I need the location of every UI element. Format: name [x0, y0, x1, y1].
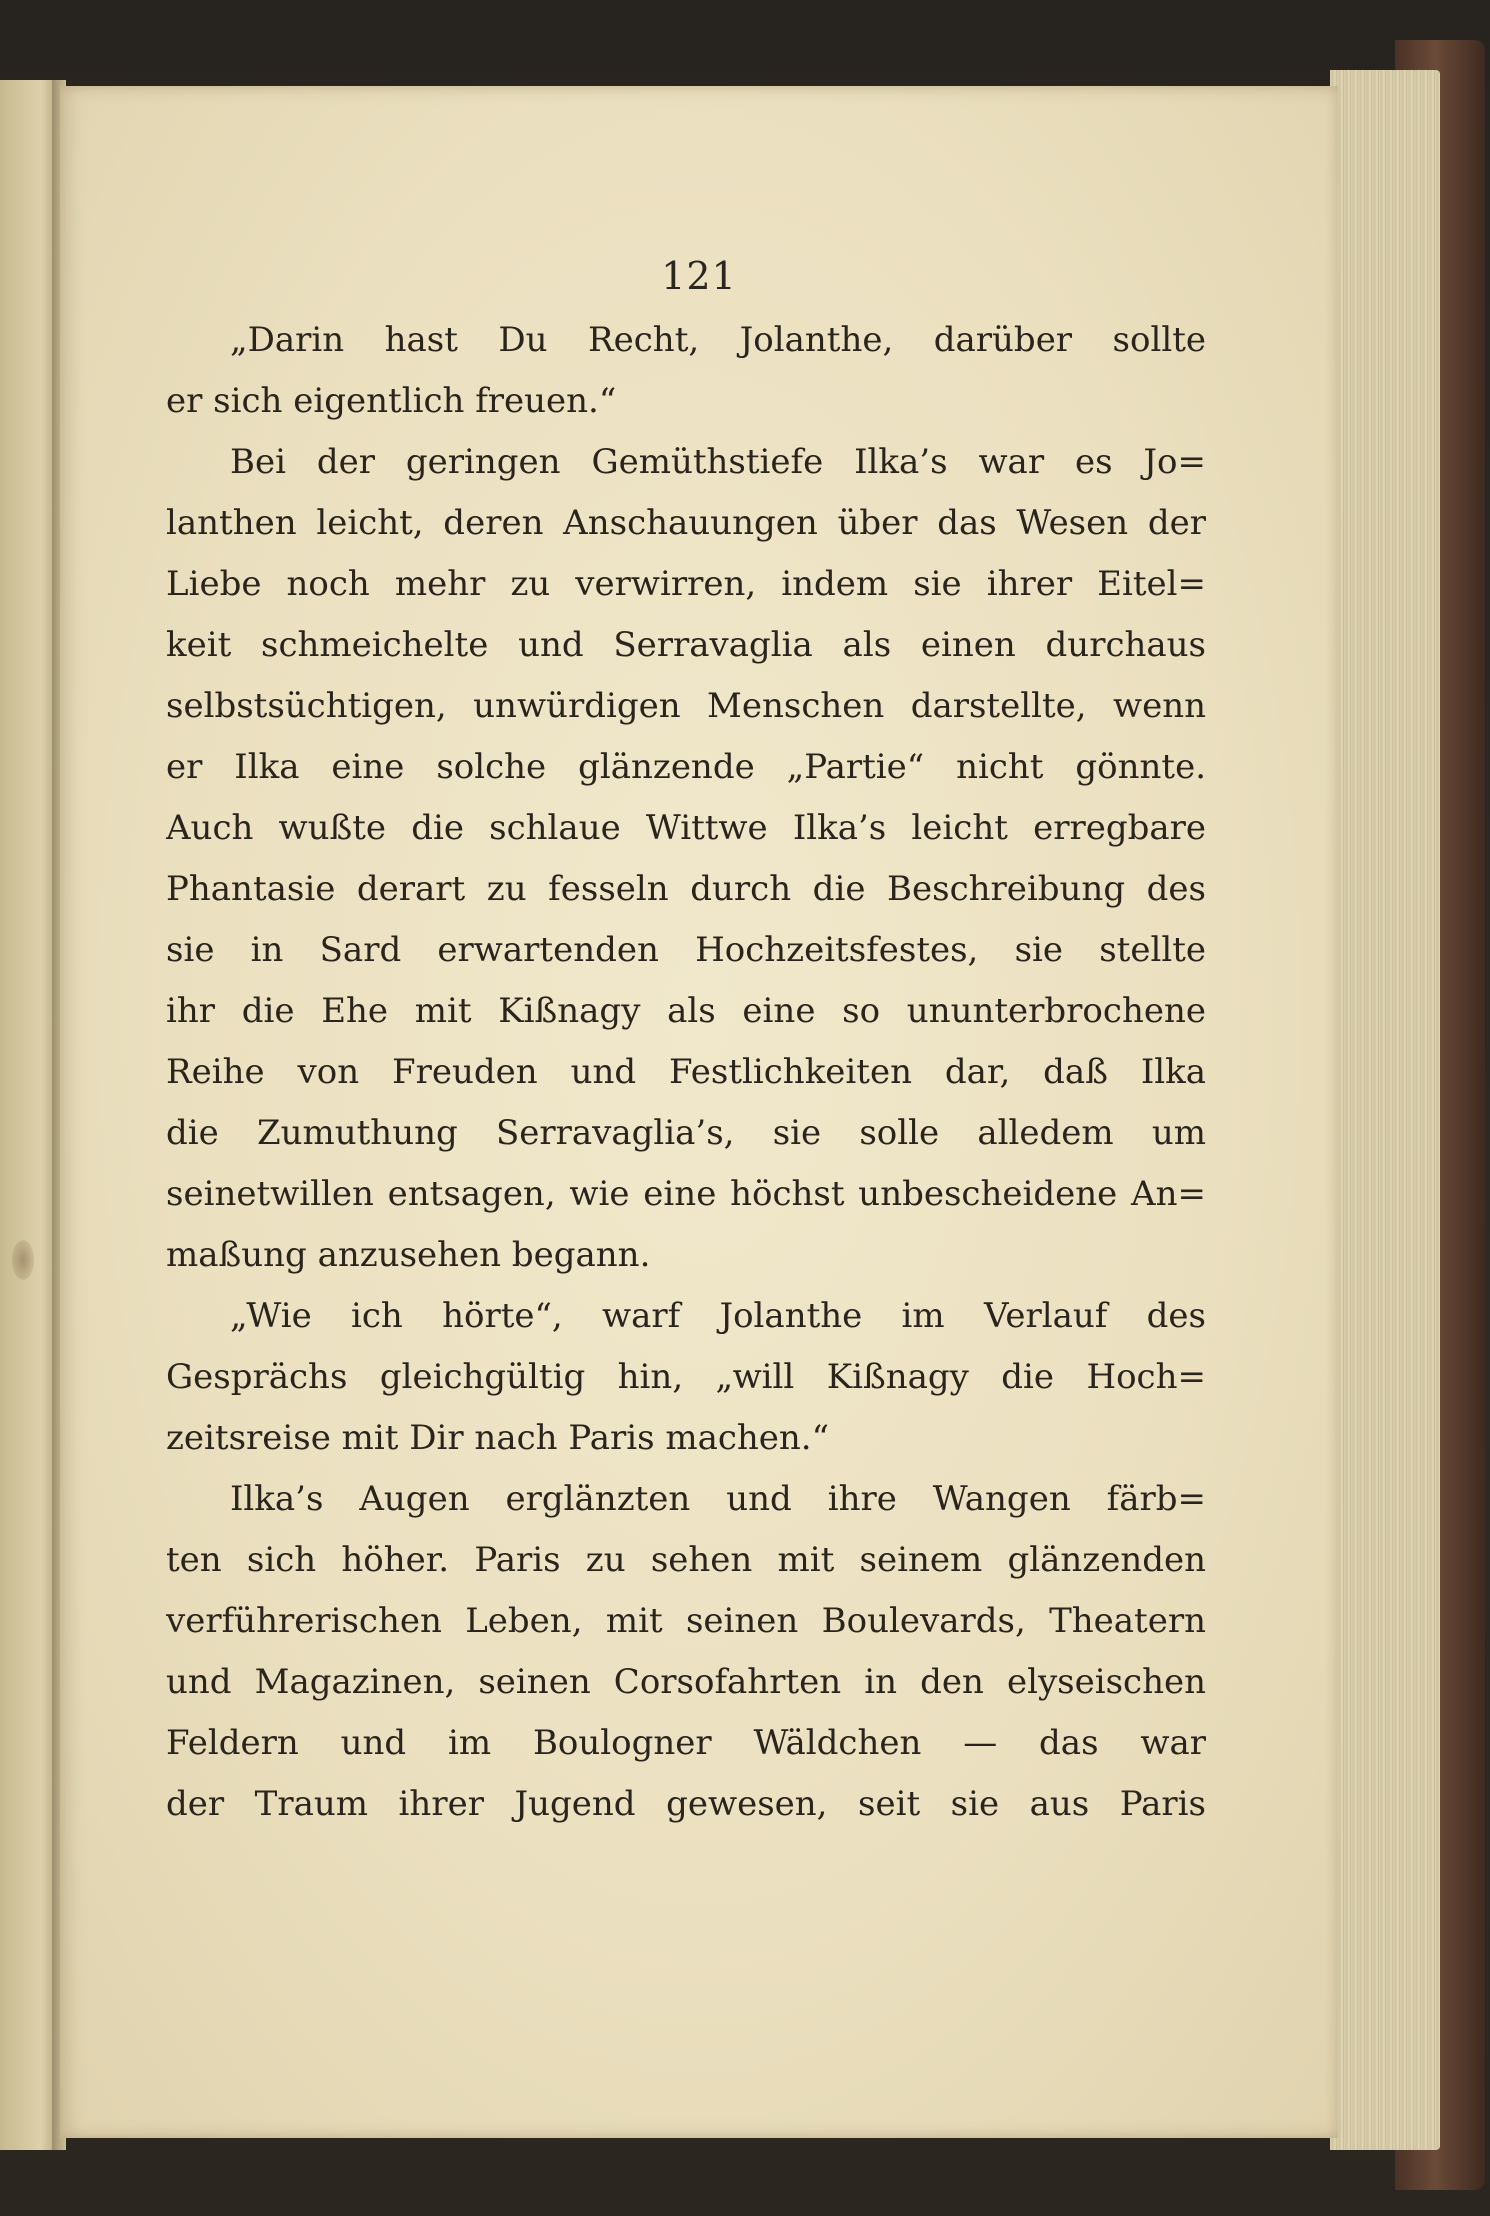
- text-line: Auch wußte die schlaue Wittwe Ilka’s leicht erregbare: [166, 808, 1206, 848]
- text-line: ten sich höher. Paris zu sehen mit seinem glänzenden: [166, 1540, 1206, 1580]
- margin-stain: [12, 1240, 34, 1280]
- text-line: der Traum ihrer Jugend gewesen, seit sie aus Paris: [166, 1784, 1206, 1824]
- text-line: sie in Sard erwartenden Hochzeitsfestes, sie stellte: [166, 930, 1206, 970]
- text-line: seinetwillen entsagen, wie eine höchst unbescheidene An=: [166, 1174, 1206, 1214]
- page-number: 121: [661, 254, 737, 298]
- text-line: selbstsüchtigen, unwürdigen Menschen darstellte, wenn: [166, 686, 1206, 726]
- text-line: Phantasie derart zu fesseln durch die Beschreibung des: [166, 869, 1206, 909]
- text-line: zeitsreise mit Dir nach Paris machen.“: [166, 1418, 829, 1458]
- text-line: lanthen leicht, deren Anschauungen über das Wesen der: [166, 503, 1206, 543]
- text-line: maßung anzusehen begann.: [166, 1235, 651, 1275]
- text-line: Bei der geringen Gemüthstiefe Ilka’s war es Jo=: [230, 442, 1206, 482]
- text-line: er Ilka eine solche glänzende „Partie“ nicht gönnte.: [166, 747, 1206, 787]
- body-text: [166, 310, 1206, 1835]
- text-line: Reihe von Freuden und Festlichkeiten dar, daß Ilka: [166, 1052, 1206, 1092]
- text-line: die Zumuthung Serravaglia’s, sie solle alledem um: [166, 1113, 1206, 1153]
- text-line: Gesprächs gleichgültig hin, „will Kißnagy die Hoch=: [166, 1357, 1206, 1397]
- text-line: und Magazinen, seinen Corsofahrten in den elyseischen: [166, 1662, 1206, 1702]
- left-page-slice: [0, 80, 58, 2150]
- book-page: [60, 86, 1338, 2138]
- text-line: „Darin hast Du Recht, Jolanthe, darüber sollte: [230, 320, 1206, 360]
- text-line: Feldern und im Boulogner Wäldchen — das war: [166, 1723, 1206, 1763]
- text-line: keit schmeichelte und Serravaglia als einen durchaus: [166, 625, 1206, 665]
- text-line: Liebe noch mehr zu verwirren, indem sie ihrer Eitel=: [166, 564, 1206, 604]
- text-line: er sich eigentlich freuen.“: [166, 381, 617, 421]
- text-line: „Wie ich hörte“, warf Jolanthe im Verlauf des: [230, 1296, 1206, 1336]
- text-line: Ilka’s Augen erglänzten und ihre Wangen färb=: [230, 1479, 1206, 1519]
- text-line: verführerischen Leben, mit seinen Boulevards, Theatern: [166, 1601, 1206, 1641]
- text-line: ihr die Ehe mit Kißnagy als eine so ununterbrochene: [166, 991, 1206, 1031]
- page-block-edges: [1330, 70, 1440, 2150]
